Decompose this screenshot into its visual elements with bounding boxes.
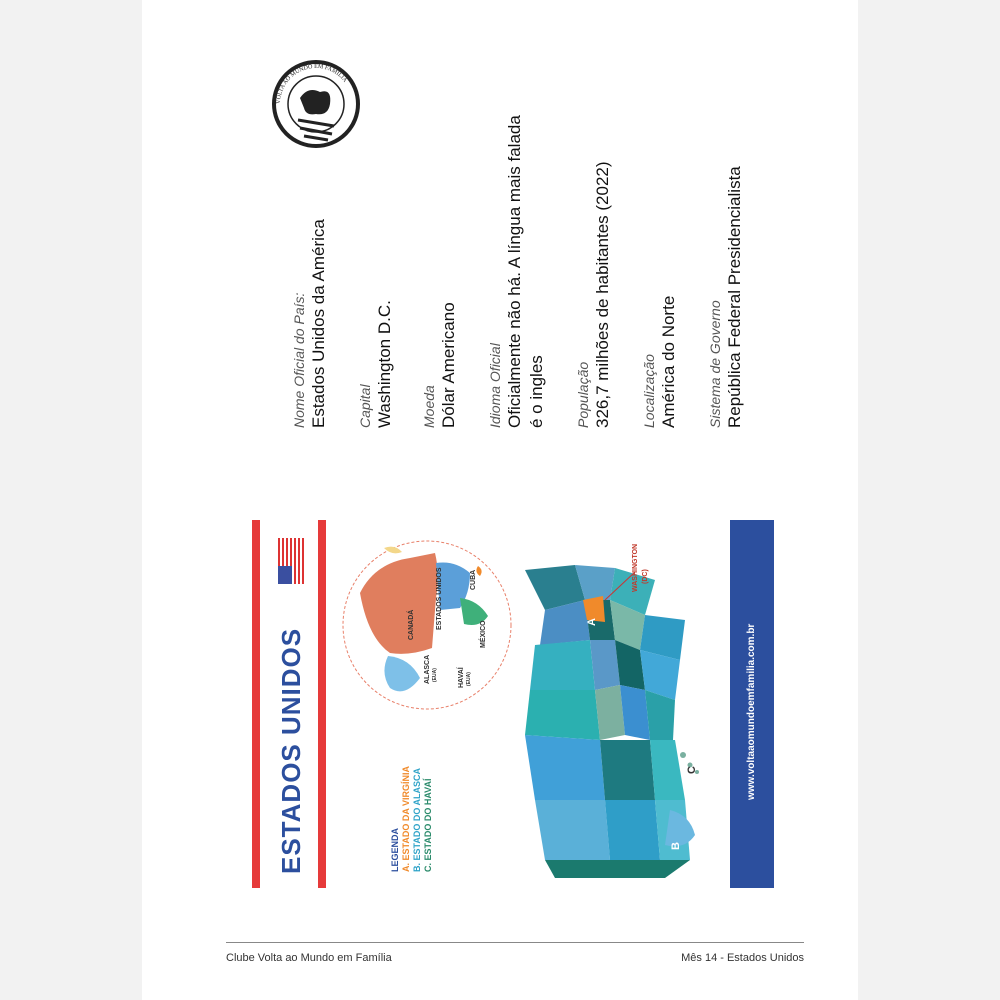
info-value: 326,7 milhões de habitantes (2022): [593, 161, 612, 428]
us-states-map: [515, 560, 720, 880]
info-label: Nome Oficial do País:: [291, 292, 307, 428]
info-currency: [420, 302, 460, 428]
info-government: [706, 166, 746, 428]
info-language: [486, 115, 548, 428]
red-bar-left: [252, 520, 260, 888]
info-value: Washington D.C.: [375, 300, 394, 428]
map-marker-c: C: [686, 766, 698, 774]
website-text: www.voltaaomundoemfamilia.com.br: [746, 623, 757, 800]
label-alasca: ALASCA: [424, 654, 431, 684]
label-havai-sub: (EUA): [466, 672, 472, 686]
washington-label: WASHINGTON: [632, 543, 639, 592]
info-location: [640, 296, 680, 428]
info-value: Oficialmente não há. A língua mais falada: [505, 115, 524, 428]
info-label: População: [575, 361, 591, 428]
info-value: República Federal Presidencialista: [725, 166, 744, 428]
info-value: América do Norte: [659, 295, 678, 428]
alaska-map-shape: [665, 810, 695, 846]
info-population: [574, 161, 614, 428]
label-mexico: MÉXICO: [480, 620, 487, 648]
washington-sub: (DC): [642, 569, 649, 584]
info-capital: [356, 300, 396, 428]
label-canada: CANADÁ: [408, 609, 415, 640]
info-label: Moeda: [421, 385, 437, 428]
footer-left: Clube Volta ao Mundo em Família: [226, 952, 392, 964]
legend-a: A. ESTADO DA VIRGÍNIA: [401, 765, 411, 872]
card-title: ESTADOS UNIDOS: [276, 627, 306, 874]
label-alasca-sub: (EUA): [432, 668, 438, 682]
info-label: Idioma Oficial: [487, 343, 503, 428]
stamp-icon: [270, 58, 362, 158]
info-value-line2: é o ingles: [527, 355, 546, 428]
info-label: Localização: [641, 354, 657, 428]
stamp-text: VOLTA AO MUNDO EM FAMÍLIA: [275, 63, 348, 105]
label-cuba: CUBA: [470, 569, 477, 590]
info-label: Capital: [357, 384, 373, 428]
footer-divider: [226, 942, 804, 943]
inset-north-america-map: [340, 538, 515, 713]
legend-c: C. ESTADO DO HAVAÍ: [423, 778, 433, 872]
legend-title: LEGENDA: [390, 827, 400, 872]
club-stamp: [270, 58, 362, 158]
map-marker-a: A: [586, 618, 598, 626]
info-value: Dólar Americano: [439, 302, 458, 428]
info-label: Sistema de Governo: [707, 300, 723, 428]
footer-right: Mês 14 - Estados Unidos: [681, 952, 804, 964]
legend-b: B. ESTADO DO ALASCA: [412, 767, 422, 872]
label-usa: ESTADOS UNIDOS: [436, 567, 443, 630]
label-havai: HAVAÍ: [458, 667, 465, 688]
red-bar-right: [318, 520, 326, 888]
us-flag-icon: [278, 538, 304, 584]
legend: [390, 766, 434, 872]
info-value: Estados Unidos da América: [309, 219, 328, 428]
info-official-name: [290, 219, 330, 428]
map-marker-b: B: [670, 842, 682, 850]
